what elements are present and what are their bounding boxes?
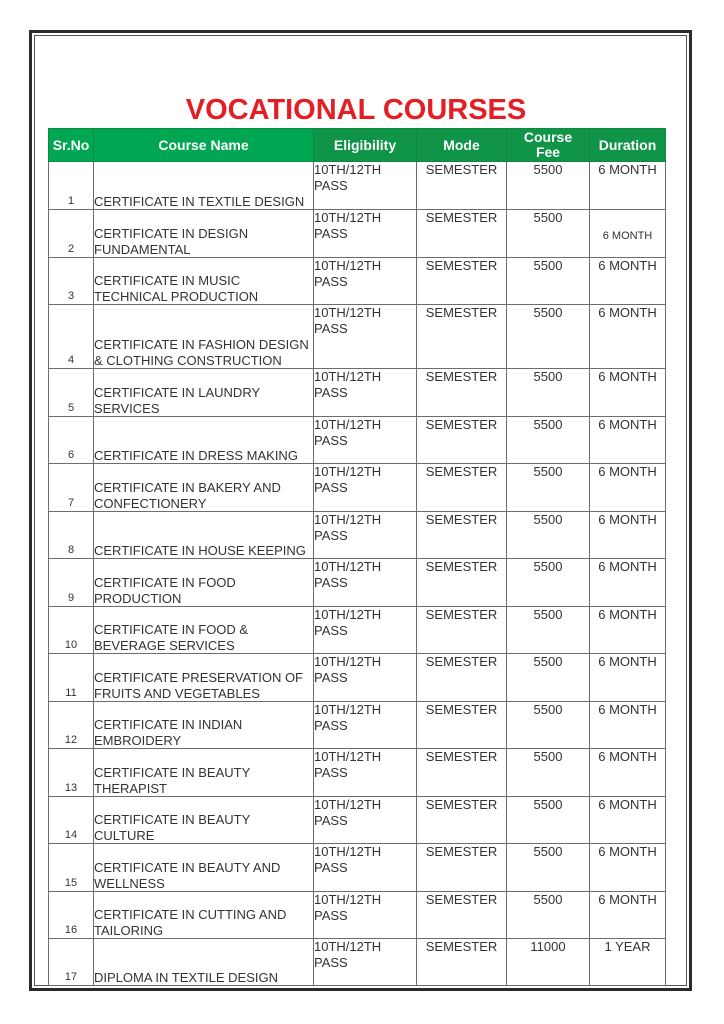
cell-duration: 6 MONTH: [590, 210, 666, 258]
cell-duration: 6 MONTH: [590, 559, 666, 607]
header-duration: Duration: [590, 129, 666, 162]
cell-course-name: CERTIFICATE IN BEAUTY CULTURE: [94, 797, 314, 844]
cell-course-fee: 5500: [507, 749, 590, 797]
cell-eligibility: 10TH/12TH PASS: [314, 607, 417, 654]
cell-course-fee: 5500: [507, 892, 590, 939]
table-row: [49, 162, 666, 210]
cell-srno: 10: [49, 607, 94, 654]
cell-mode: SEMESTER: [417, 258, 507, 305]
cell-eligibility: 10TH/12TH PASS: [314, 844, 417, 892]
cell-eligibility: 10TH/12TH PASS: [314, 892, 417, 939]
cell-course-fee: 11000: [507, 939, 590, 986]
table-row: [49, 369, 666, 417]
cell-eligibility: 10TH/12TH PASS: [314, 305, 417, 369]
table-row: [49, 654, 666, 702]
cell-course-name: CERTIFICATE IN DESIGN FUNDAMENTAL: [94, 210, 314, 258]
cell-course-fee: 5500: [507, 844, 590, 892]
table-header-row: [49, 129, 666, 162]
cell-srno: 4: [49, 305, 94, 369]
cell-course-fee: 5500: [507, 464, 590, 512]
cell-mode: SEMESTER: [417, 559, 507, 607]
cell-eligibility: 10TH/12TH PASS: [314, 258, 417, 305]
table-body: [49, 162, 666, 986]
cell-course-name: CERTIFICATE IN BAKERY AND CONFECTIONERY: [94, 464, 314, 512]
cell-course-name: CERTIFICATE IN BEAUTY THERAPIST: [94, 749, 314, 797]
cell-srno: 16: [49, 892, 94, 939]
table-row: [49, 844, 666, 892]
table-row: [49, 210, 666, 258]
cell-course-name: CERTIFICATE IN DRESS MAKING: [94, 417, 314, 464]
cell-srno: 3: [49, 258, 94, 305]
cell-eligibility: 10TH/12TH PASS: [314, 797, 417, 844]
cell-course-fee: 5500: [507, 797, 590, 844]
cell-course-fee: 5500: [507, 559, 590, 607]
courses-table: [48, 128, 666, 986]
cell-course-name: CERTIFICATE IN LAUNDRY SERVICES: [94, 369, 314, 417]
cell-course-fee: 5500: [507, 512, 590, 559]
cell-eligibility: 10TH/12TH PASS: [314, 939, 417, 986]
cell-duration: 6 MONTH: [590, 369, 666, 417]
cell-mode: SEMESTER: [417, 464, 507, 512]
table-row: [49, 797, 666, 844]
cell-duration: 6 MONTH: [590, 702, 666, 749]
cell-eligibility: 10TH/12TH PASS: [314, 559, 417, 607]
cell-srno: 8: [49, 512, 94, 559]
table-row: [49, 939, 666, 986]
table-row: [49, 417, 666, 464]
page-title: VOCATIONAL COURSES: [185, 94, 527, 126]
table-row: [49, 305, 666, 369]
cell-srno: 1: [49, 162, 94, 210]
cell-mode: SEMESTER: [417, 749, 507, 797]
cell-duration: 6 MONTH: [590, 305, 666, 369]
cell-mode: SEMESTER: [417, 797, 507, 844]
cell-eligibility: 10TH/12TH PASS: [314, 654, 417, 702]
cell-srno: 9: [49, 559, 94, 607]
cell-duration: 6 MONTH: [590, 749, 666, 797]
cell-duration: 6 MONTH: [590, 654, 666, 702]
table-row: [49, 512, 666, 559]
table-row: [49, 607, 666, 654]
cell-course-name: CERTIFICATE IN TEXTILE DESIGN: [94, 162, 314, 210]
cell-course-name: CERTIFICATE IN BEAUTY AND WELLNESS: [94, 844, 314, 892]
table-row: [49, 702, 666, 749]
cell-course-name: CERTIFICATE IN CUTTING AND TAILORING: [94, 892, 314, 939]
cell-duration: 6 MONTH: [590, 892, 666, 939]
cell-course-fee: 5500: [507, 654, 590, 702]
cell-duration: 6 MONTH: [590, 258, 666, 305]
cell-eligibility: 10TH/12TH PASS: [314, 464, 417, 512]
cell-duration: 6 MONTH: [590, 512, 666, 559]
cell-mode: SEMESTER: [417, 939, 507, 986]
cell-course-name: CERTIFICATE IN FOOD PRODUCTION: [94, 559, 314, 607]
cell-srno: 15: [49, 844, 94, 892]
cell-eligibility: 10TH/12TH PASS: [314, 210, 417, 258]
cell-course-fee: 5500: [507, 607, 590, 654]
cell-srno: 6: [49, 417, 94, 464]
cell-mode: SEMESTER: [417, 305, 507, 369]
cell-duration: 1 YEAR: [590, 939, 666, 986]
cell-srno: 11: [49, 654, 94, 702]
cell-mode: SEMESTER: [417, 210, 507, 258]
table-row: [49, 749, 666, 797]
cell-course-name: CERTIFICATE IN HOUSE KEEPING: [94, 512, 314, 559]
cell-mode: SEMESTER: [417, 892, 507, 939]
cell-mode: SEMESTER: [417, 607, 507, 654]
cell-course-name: DIPLOMA IN TEXTILE DESIGN: [94, 939, 314, 986]
cell-mode: SEMESTER: [417, 369, 507, 417]
cell-srno: 14: [49, 797, 94, 844]
cell-srno: 12: [49, 702, 94, 749]
cell-mode: SEMESTER: [417, 162, 507, 210]
cell-course-name: CERTIFICATE PRESERVATION OF FRUITS AND VEGETABLES: [94, 654, 314, 702]
cell-mode: SEMESTER: [417, 654, 507, 702]
cell-duration: 6 MONTH: [590, 162, 666, 210]
cell-course-fee: 5500: [507, 369, 590, 417]
cell-eligibility: 10TH/12TH PASS: [314, 369, 417, 417]
cell-mode: SEMESTER: [417, 702, 507, 749]
cell-course-fee: 5500: [507, 702, 590, 749]
header-course-name: Course Name: [94, 129, 314, 162]
cell-mode: SEMESTER: [417, 844, 507, 892]
cell-srno: 17: [49, 939, 94, 986]
header-srno: Sr.No: [49, 129, 94, 162]
cell-mode: SEMESTER: [417, 512, 507, 559]
header-mode: Mode: [417, 129, 507, 162]
cell-course-fee: 5500: [507, 258, 590, 305]
cell-duration: 6 MONTH: [590, 417, 666, 464]
cell-duration: 6 MONTH: [590, 844, 666, 892]
cell-eligibility: 10TH/12TH PASS: [314, 512, 417, 559]
cell-duration: 6 MONTH: [590, 607, 666, 654]
cell-course-name: CERTIFICATE IN INDIAN EMBROIDERY: [94, 702, 314, 749]
cell-srno: 2: [49, 210, 94, 258]
cell-eligibility: 10TH/12TH PASS: [314, 749, 417, 797]
cell-course-fee: 5500: [507, 305, 590, 369]
header-eligibility: Eligibility: [314, 129, 417, 162]
cell-duration: 6 MONTH: [590, 797, 666, 844]
cell-eligibility: 10TH/12TH PASS: [314, 417, 417, 464]
table-row: [49, 559, 666, 607]
cell-course-fee: 5500: [507, 210, 590, 258]
cell-srno: 13: [49, 749, 94, 797]
cell-course-fee: 5500: [507, 162, 590, 210]
table-row: [49, 892, 666, 939]
cell-srno: 7: [49, 464, 94, 512]
cell-eligibility: 10TH/12TH PASS: [314, 162, 417, 210]
cell-srno: 5: [49, 369, 94, 417]
cell-eligibility: 10TH/12TH PASS: [314, 702, 417, 749]
cell-course-name: CERTIFICATE IN FASHION DESIGN & CLOTHING CONSTRUCTION: [94, 305, 314, 369]
header-course-fee: Course Fee: [507, 129, 590, 162]
table-row: [49, 464, 666, 512]
table-row: [49, 258, 666, 305]
cell-duration: 6 MONTH: [590, 464, 666, 512]
cell-course-name: CERTIFICATE IN MUSIC TECHNICAL PRODUCTION: [94, 258, 314, 305]
cell-course-fee: 5500: [507, 417, 590, 464]
cell-mode: SEMESTER: [417, 417, 507, 464]
cell-course-name: CERTIFICATE IN FOOD & BEVERAGE SERVICES: [94, 607, 314, 654]
